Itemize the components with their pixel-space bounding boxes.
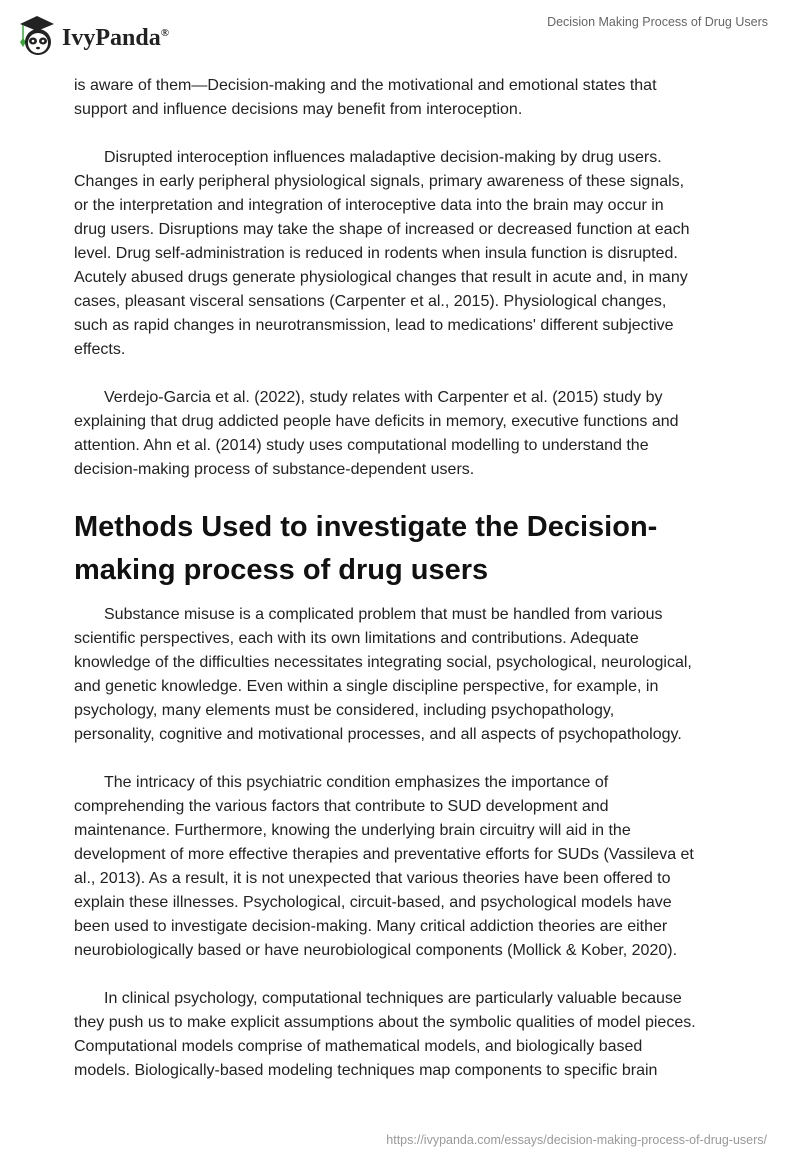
- brand-name: [62, 25, 169, 52]
- text-line: comprehending the various factors that contribute to SUD development and: [74, 798, 609, 815]
- brand-text: IvyPanda: [62, 24, 161, 51]
- source-url[interactable]: https://ivypanda.com/essays/decision-making-process-of-drug-users/: [386, 1133, 767, 1147]
- paragraph: [74, 386, 774, 482]
- text-line: development of more effective therapies and preventative efforts for SUDs (Vassileva et: [74, 846, 694, 863]
- text-line: The intricacy of this psychiatric condition emphasizes the importance of: [104, 774, 609, 791]
- text-line: al., 2013). As a result, it is not unexpected that various theories have been offered to: [74, 870, 671, 887]
- text-line: such as rapid changes in neurotransmission, lead to medications' different subjective: [74, 317, 674, 334]
- text-line: support and influence decisions may benefit from interoception.: [74, 101, 523, 118]
- text-line: explain these illnesses. Psychological, circuit-based, and psychological models have: [74, 894, 672, 911]
- text-line: scientific perspectives, each with its own limitations and contributions. Adequate: [74, 630, 639, 647]
- heading-line: Methods Used to investigate the Decision-: [74, 511, 658, 543]
- paragraph: [74, 146, 774, 362]
- text-line: they push us to make explicit assumptions about the symbolic qualities of model pieces.: [74, 1014, 696, 1031]
- text-line: Verdejo-Garcia et al. (2022), study relates with Carpenter et al. (2015) study by: [104, 389, 663, 406]
- text-line: Disrupted interoception influences maladaptive decision-making by drug users.: [104, 149, 662, 166]
- text-line: Computational models comprise of mathematical models, and biologically based: [74, 1038, 643, 1055]
- text-line: models. Biologically-based modeling techniques map components to specific brain: [74, 1062, 658, 1079]
- ivypanda-logo[interactable]: [18, 12, 169, 58]
- text-line: level. Drug self-administration is reduced in rodents when insula function is disrupted.: [74, 245, 678, 262]
- text-line: cases, pleasant visceral sensations (Carpenter et al., 2015). Physiological changes,: [74, 293, 667, 310]
- text-line: Changes in early peripheral physiological signals, primary awareness of these signals,: [74, 173, 685, 190]
- text-line: personality, cognitive and motivational processes, and all aspects of psychopathology.: [74, 726, 682, 743]
- heading-line: making process of drug users: [74, 554, 489, 586]
- text-line: drug users. Disruptions may take the shape of increased or decreased function at each: [74, 221, 690, 238]
- text-line: been used to investigate decision-making. Many critical addiction theories are either: [74, 918, 668, 935]
- text-line: knowledge of the difficulties necessitates integrating social, psychological, neurological,: [74, 654, 692, 671]
- panda-graduate-icon: [18, 12, 56, 58]
- text-line: maintenance. Furthermore, knowing the underlying brain circuitry will aid in the: [74, 822, 631, 839]
- text-line: explaining that drug addicted people have deficits in memory, executive functions and: [74, 413, 679, 430]
- paragraph: [74, 987, 774, 1083]
- text-line: decision-making process of substance-dependent users.: [74, 461, 475, 478]
- text-line: Acutely abused drugs generate physiological changes that result in acute and, in many: [74, 269, 688, 286]
- paragraph: [74, 74, 774, 122]
- text-line: is aware of them—Decision-making and the motivational and emotional states that: [74, 77, 657, 94]
- text-line: neurobiologically based or have neurobiological components (Mollick & Kober, 2020).: [74, 942, 678, 959]
- registered-mark: ®: [160, 26, 169, 39]
- paragraph: [74, 771, 774, 963]
- section-heading: [74, 506, 774, 592]
- text-line: effects.: [74, 341, 126, 358]
- text-line: In clinical psychology, computational techniques are particularly valuable because: [104, 990, 682, 1007]
- text-line: attention. Ahn et al. (2014) study uses computational modelling to understand the: [74, 437, 649, 454]
- essay-content: [74, 74, 774, 1107]
- paragraph: [74, 603, 774, 747]
- text-line: and genetic knowledge. Even within a single discipline perspective, for example, in: [74, 678, 659, 695]
- text-line: psychology, many elements must be considered, including psychopathology,: [74, 702, 615, 719]
- text-line: Substance misuse is a complicated problem that must be handled from various: [104, 606, 663, 623]
- document-title: Decision Making Process of Drug Users: [547, 15, 768, 29]
- text-line: or the interpretation and integration of interoceptive data into the brain may occur in: [74, 197, 664, 214]
